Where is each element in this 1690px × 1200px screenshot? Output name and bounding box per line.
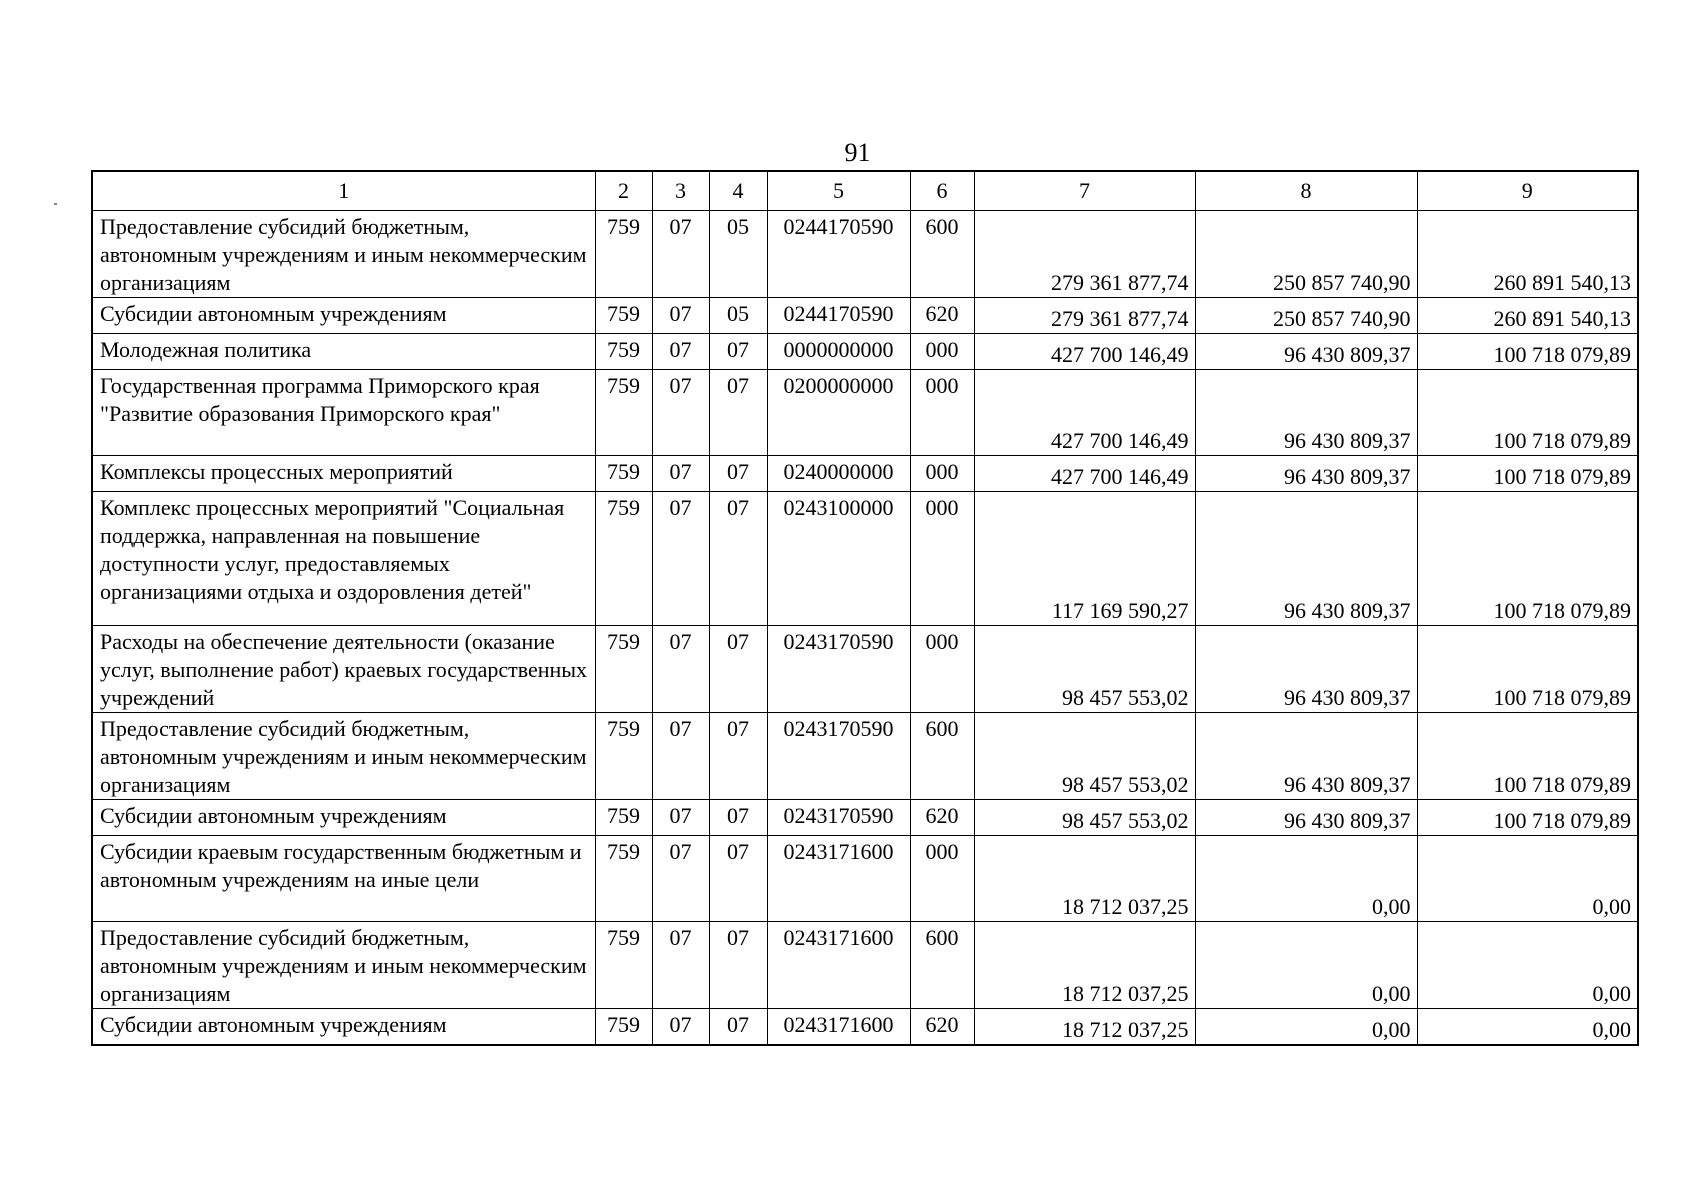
- table-row: [92, 456, 1638, 492]
- subsection-code-cell: 07: [709, 334, 767, 370]
- amount-col8-cell: 250 857 740,90: [1195, 211, 1417, 298]
- section-code-cell: 07: [652, 211, 709, 298]
- expense-name-cell: Предоставление субсидий бюджетным, автономным учреждениям и иным некоммерческим организациям: [92, 713, 595, 800]
- expense-type-cell: 620: [910, 1009, 974, 1045]
- column-header: 3: [652, 171, 709, 211]
- table-header-row: [92, 171, 1638, 211]
- ministry-code-cell: 759: [595, 800, 652, 836]
- amount-col8-cell: 0,00: [1195, 922, 1417, 1009]
- column-header: 7: [974, 171, 1195, 211]
- section-code-cell: 07: [652, 836, 709, 922]
- column-header: 5: [767, 171, 910, 211]
- table-row: [92, 836, 1638, 922]
- expense-name-cell: Государственная программа Приморского края "Развитие образования Приморского края": [92, 370, 595, 456]
- expense-type-cell: 600: [910, 211, 974, 298]
- expense-type-cell: 000: [910, 370, 974, 456]
- subsection-code-cell: 07: [709, 800, 767, 836]
- amount-col8-cell: 96 430 809,37: [1195, 456, 1417, 492]
- amount-col9-cell: 100 718 079,89: [1417, 334, 1638, 370]
- ministry-code-cell: 759: [595, 713, 652, 800]
- budget-table: [91, 170, 1639, 1046]
- section-code-cell: 07: [652, 456, 709, 492]
- section-code-cell: 07: [652, 713, 709, 800]
- ministry-code-cell: 759: [595, 370, 652, 456]
- amount-col7-cell: 427 700 146,49: [974, 334, 1195, 370]
- amount-col9-cell: 260 891 540,13: [1417, 298, 1638, 334]
- subsection-code-cell: 07: [709, 626, 767, 713]
- expense-type-cell: 620: [910, 800, 974, 836]
- section-code-cell: 07: [652, 1009, 709, 1045]
- expense-type-cell: 000: [910, 626, 974, 713]
- expense-name-cell: Субсидии краевым государственным бюджетным и автономным учреждениям на иные цели: [92, 836, 595, 922]
- column-header: 8: [1195, 171, 1417, 211]
- amount-col9-cell: 100 718 079,89: [1417, 713, 1638, 800]
- column-header: 2: [595, 171, 652, 211]
- target-article-cell: 0243171600: [767, 922, 910, 1009]
- section-code-cell: 07: [652, 370, 709, 456]
- subsection-code-cell: 05: [709, 298, 767, 334]
- section-code-cell: 07: [652, 626, 709, 713]
- expense-type-cell: 000: [910, 492, 974, 626]
- target-article-cell: 0243171600: [767, 836, 910, 922]
- table-row: [92, 298, 1638, 334]
- amount-col9-cell: 0,00: [1417, 1009, 1638, 1045]
- ministry-code-cell: 759: [595, 211, 652, 298]
- target-article-cell: 0200000000: [767, 370, 910, 456]
- section-code-cell: 07: [652, 800, 709, 836]
- expense-name-cell: Комплекс процессных мероприятий "Социальная поддержка, направленная на повышение доступности услуг, предоставляемых организациями отдыха и оздоровления детей": [92, 492, 595, 626]
- subsection-code-cell: 07: [709, 456, 767, 492]
- amount-col7-cell: 98 457 553,02: [974, 713, 1195, 800]
- scan-mark: [54, 203, 57, 205]
- amount-col8-cell: 96 430 809,37: [1195, 370, 1417, 456]
- column-header: 9: [1417, 171, 1638, 211]
- amount-col9-cell: 0,00: [1417, 922, 1638, 1009]
- ministry-code-cell: 759: [595, 492, 652, 626]
- amount-col7-cell: 98 457 553,02: [974, 800, 1195, 836]
- target-article-cell: 0243171600: [767, 1009, 910, 1045]
- ministry-code-cell: 759: [595, 1009, 652, 1045]
- target-article-cell: 0243170590: [767, 713, 910, 800]
- page-number: 91: [844, 138, 871, 167]
- expense-type-cell: 600: [910, 922, 974, 1009]
- amount-col9-cell: 0,00: [1417, 836, 1638, 922]
- table-row: [92, 211, 1638, 298]
- expense-name-cell: Комплексы процессных мероприятий: [92, 456, 595, 492]
- expense-type-cell: 600: [910, 713, 974, 800]
- target-article-cell: 0244170590: [767, 298, 910, 334]
- amount-col9-cell: 100 718 079,89: [1417, 370, 1638, 456]
- column-header: 1: [92, 171, 595, 211]
- amount-col7-cell: 98 457 553,02: [974, 626, 1195, 713]
- expense-name-cell: Субсидии автономным учреждениям: [92, 800, 595, 836]
- expense-type-cell: 000: [910, 334, 974, 370]
- expense-name-cell: Предоставление субсидий бюджетным, автономным учреждениям и иным некоммерческим организациям: [92, 922, 595, 1009]
- section-code-cell: 07: [652, 922, 709, 1009]
- amount-col7-cell: 18 712 037,25: [974, 836, 1195, 922]
- ministry-code-cell: 759: [595, 334, 652, 370]
- amount-col7-cell: 117 169 590,27: [974, 492, 1195, 626]
- table-row: [92, 713, 1638, 800]
- amount-col8-cell: 0,00: [1195, 836, 1417, 922]
- target-article-cell: 0243100000: [767, 492, 910, 626]
- expense-name-cell: Молодежная политика: [92, 334, 595, 370]
- amount-col7-cell: 18 712 037,25: [974, 922, 1195, 1009]
- expense-name-cell: Субсидии автономным учреждениям: [92, 1009, 595, 1045]
- expense-type-cell: 000: [910, 836, 974, 922]
- amount-col7-cell: 279 361 877,74: [974, 298, 1195, 334]
- amount-col8-cell: 96 430 809,37: [1195, 492, 1417, 626]
- target-article-cell: 0000000000: [767, 334, 910, 370]
- table-row: [92, 334, 1638, 370]
- amount-col9-cell: 100 718 079,89: [1417, 492, 1638, 626]
- target-article-cell: 0243170590: [767, 626, 910, 713]
- expense-name-cell: Предоставление субсидий бюджетным, автономным учреждениям и иным некоммерческим организациям: [92, 211, 595, 298]
- section-code-cell: 07: [652, 334, 709, 370]
- ministry-code-cell: 759: [595, 456, 652, 492]
- target-article-cell: 0243170590: [767, 800, 910, 836]
- table-row: [92, 922, 1638, 1009]
- table-row: [92, 492, 1638, 626]
- table-row: [92, 800, 1638, 836]
- expense-name-cell: Расходы на обеспечение деятельности (оказание услуг, выполнение работ) краевых государственных учреждений: [92, 626, 595, 713]
- amount-col7-cell: 18 712 037,25: [974, 1009, 1195, 1045]
- ministry-code-cell: 759: [595, 836, 652, 922]
- amount-col8-cell: 96 430 809,37: [1195, 334, 1417, 370]
- subsection-code-cell: 07: [709, 836, 767, 922]
- amount-col9-cell: 100 718 079,89: [1417, 456, 1638, 492]
- amount-col9-cell: 260 891 540,13: [1417, 211, 1638, 298]
- ministry-code-cell: 759: [595, 922, 652, 1009]
- column-header: 4: [709, 171, 767, 211]
- amount-col8-cell: 250 857 740,90: [1195, 298, 1417, 334]
- expense-name-cell: Субсидии автономным учреждениям: [92, 298, 595, 334]
- amount-col7-cell: 427 700 146,49: [974, 370, 1195, 456]
- subsection-code-cell: 07: [709, 370, 767, 456]
- amount-col9-cell: 100 718 079,89: [1417, 800, 1638, 836]
- amount-col7-cell: 427 700 146,49: [974, 456, 1195, 492]
- target-article-cell: 0244170590: [767, 211, 910, 298]
- amount-col8-cell: 96 430 809,37: [1195, 626, 1417, 713]
- amount-col8-cell: 96 430 809,37: [1195, 713, 1417, 800]
- subsection-code-cell: 07: [709, 1009, 767, 1045]
- subsection-code-cell: 07: [709, 922, 767, 1009]
- amount-col8-cell: 0,00: [1195, 1009, 1417, 1045]
- table-row: [92, 1009, 1638, 1045]
- ministry-code-cell: 759: [595, 626, 652, 713]
- subsection-code-cell: 07: [709, 492, 767, 626]
- expense-type-cell: 000: [910, 456, 974, 492]
- table-row: [92, 370, 1638, 456]
- expense-type-cell: 620: [910, 298, 974, 334]
- section-code-cell: 07: [652, 492, 709, 626]
- table-row: [92, 626, 1638, 713]
- subsection-code-cell: 05: [709, 211, 767, 298]
- target-article-cell: 0240000000: [767, 456, 910, 492]
- column-header: 6: [910, 171, 974, 211]
- subsection-code-cell: 07: [709, 713, 767, 800]
- amount-col9-cell: 100 718 079,89: [1417, 626, 1638, 713]
- amount-col8-cell: 96 430 809,37: [1195, 800, 1417, 836]
- ministry-code-cell: 759: [595, 298, 652, 334]
- section-code-cell: 07: [652, 298, 709, 334]
- amount-col7-cell: 279 361 877,74: [974, 211, 1195, 298]
